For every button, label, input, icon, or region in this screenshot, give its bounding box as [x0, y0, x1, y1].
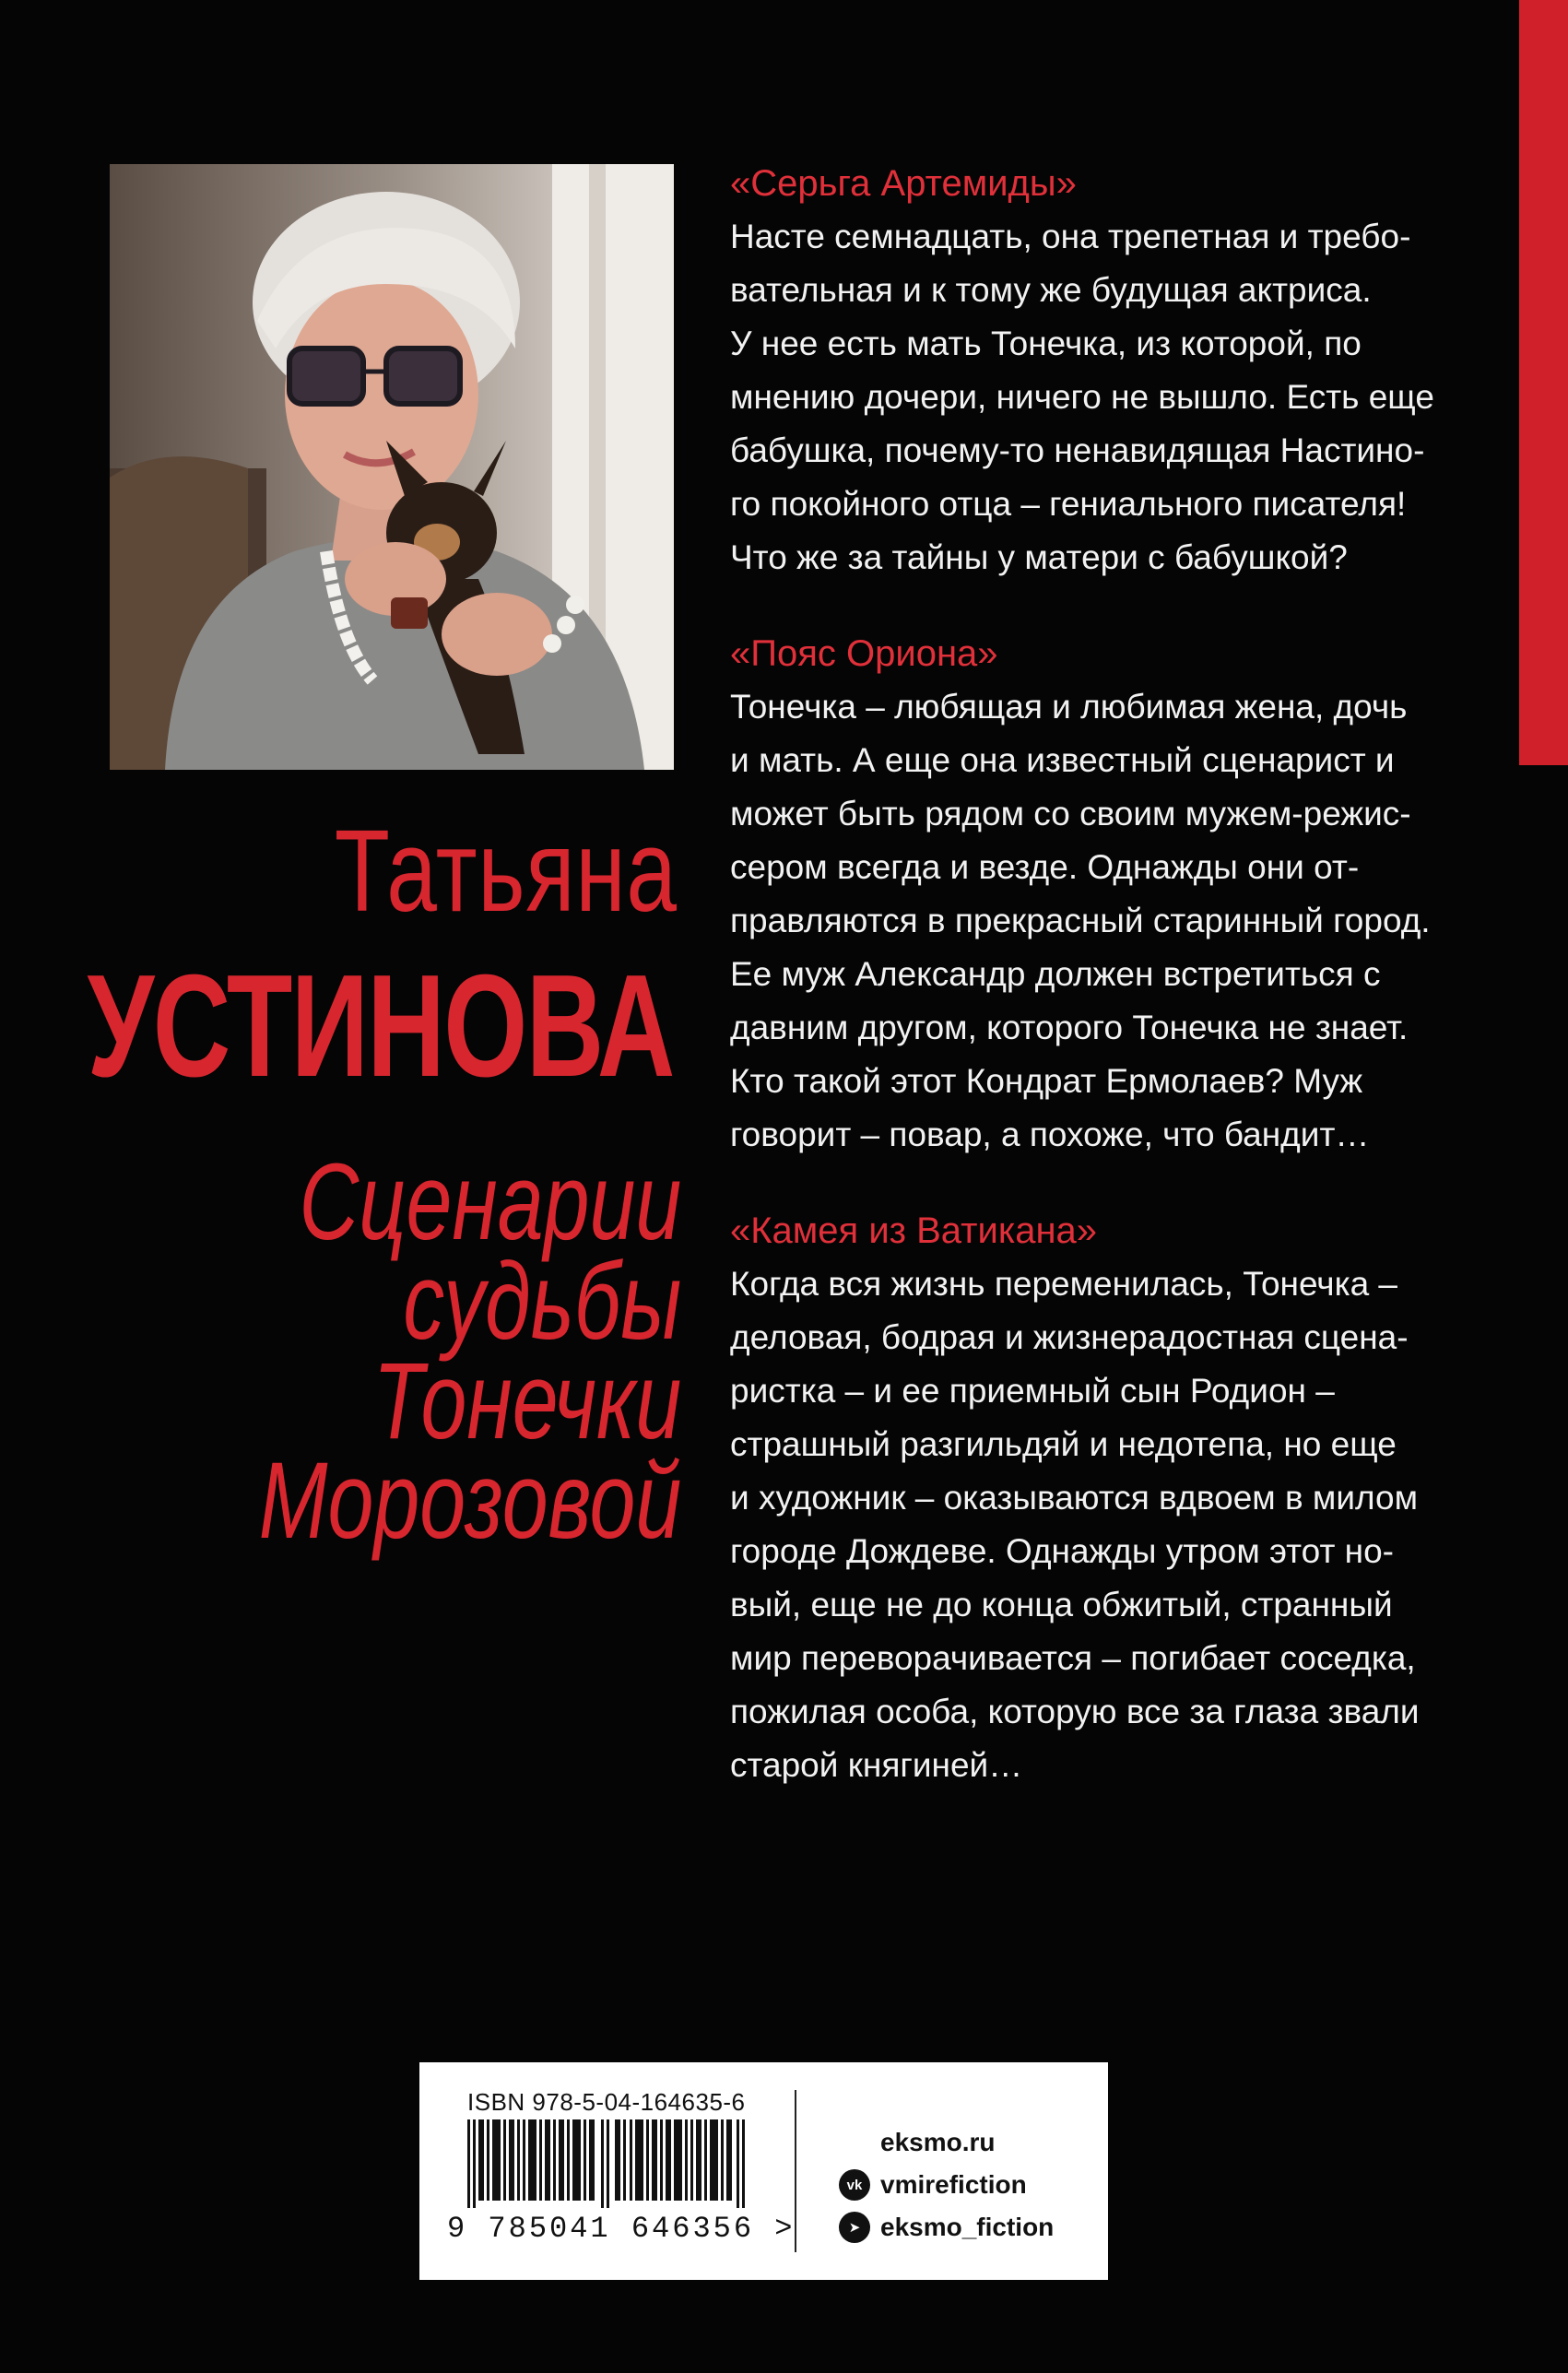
vk-link-row[interactable]: [839, 2164, 1054, 2206]
blurb-line: и мать. А еще она известный сценарист и: [730, 741, 1395, 779]
blurb-title: «Камея из Ватикана»: [730, 1210, 1098, 1251]
blurb-line: и художник – оказываются вдвоем в милом: [730, 1479, 1419, 1517]
blurb-line: мир переворачивается – погибает соседка,: [730, 1639, 1416, 1677]
blurb-line: Кто такой этот Кондрат Ермолаев? Муж: [730, 1062, 1363, 1100]
blurb-title: «Серьга Артемиды»: [730, 163, 1077, 204]
book-blurbs: [730, 157, 1468, 1835]
site-link-row[interactable]: [839, 2121, 1054, 2164]
blurb-line: деловая, бодрая и жизнерадостная сцена-: [730, 1318, 1409, 1356]
blurb-line: Когда вся жизнь переменилась, Тонечка –: [730, 1265, 1398, 1303]
series-title-line: Сценарии: [299, 1141, 681, 1263]
blurb-line: пожилая особа, которую все за глаза звали: [730, 1693, 1420, 1730]
blurb-line: мнению дочери, ничего не вышло. Есть еще: [730, 378, 1434, 416]
author-photo: [110, 164, 674, 770]
series-title-line: Тонечки: [372, 1340, 681, 1462]
blurb-line: давним другом, которого Тонечка не знает.: [730, 1009, 1409, 1046]
blurb-line: го покойного отца – гениального писателя!: [730, 485, 1407, 523]
blurb-line: страшный разгильдяй и недотепа, но еще: [730, 1425, 1397, 1463]
blurb-text: [730, 680, 1468, 1162]
blurb: [730, 157, 1468, 584]
telegram-icon: ➤: [839, 2212, 870, 2243]
blurb-line: правляются в прекрасный старинный город.: [730, 902, 1431, 939]
blurb-text: [730, 210, 1468, 584]
blurb: [730, 1204, 1468, 1792]
telegram-link[interactable]: eksmo_fiction: [880, 2213, 1055, 2241]
blurb-line: ристка – и ее приемный сын Родион –: [730, 1372, 1335, 1410]
blurb-line: Тонечка – любящая и любимая жена, дочь: [730, 688, 1408, 726]
blurb-line: сером всегда и везде. Однажды они от-: [730, 848, 1360, 886]
barcode-panel: [419, 2062, 1108, 2280]
blurb-line: Ее муж Александр должен встретиться с: [730, 955, 1381, 993]
publisher-links: [839, 2121, 1054, 2249]
red-edge-stripe: [1519, 0, 1568, 765]
series-title: [258, 1141, 681, 1562]
author-first-name: Татьяна: [335, 806, 678, 936]
blurb-line: говорит – повар, а похоже, что бандит…: [730, 1116, 1370, 1153]
series-title-line: Морозовой: [258, 1440, 681, 1562]
blurb-title: «Пояс Ориона»: [730, 633, 998, 674]
ean-digits: 9 785041 646356 >: [447, 2212, 796, 2246]
blurb-line: У нее есть мать Тонечка, из которой, по: [730, 325, 1362, 362]
series-title-line: судьбы: [403, 1241, 681, 1363]
panel-divider: [795, 2090, 796, 2252]
barcode-bars: [467, 2119, 759, 2208]
blurb-line: вательная и к тому же будущая актриса.: [730, 271, 1372, 309]
blurb-line: Что же за тайны у матери с бабушкой?: [730, 538, 1348, 576]
vk-icon: vk: [839, 2169, 870, 2201]
isbn-text: ISBN 978-5-04-164635-6: [467, 2088, 746, 2116]
blurb-line: может быть рядом со своим мужем-режис-: [730, 795, 1411, 832]
author-last-name: УСТИНОВА: [87, 945, 674, 1107]
blurb-line: Насте семнадцать, она трепетная и требо-: [730, 218, 1411, 255]
blurb-text: [730, 1257, 1468, 1792]
site-link[interactable]: eksmo.ru: [880, 2128, 996, 2156]
vk-link[interactable]: vmirefiction: [880, 2170, 1027, 2199]
blurb: [730, 627, 1468, 1162]
blurb-line: бабушка, почему-то ненавидящая Настино-: [730, 431, 1425, 469]
telegram-link-row[interactable]: [839, 2206, 1054, 2249]
blurb-line: старой княгиней…: [730, 1746, 1023, 1784]
blurb-line: городе Дождеве. Однажды утром этот но-: [730, 1532, 1395, 1570]
blurb-line: вый, еще не до конца обжитый, странный: [730, 1586, 1393, 1623]
